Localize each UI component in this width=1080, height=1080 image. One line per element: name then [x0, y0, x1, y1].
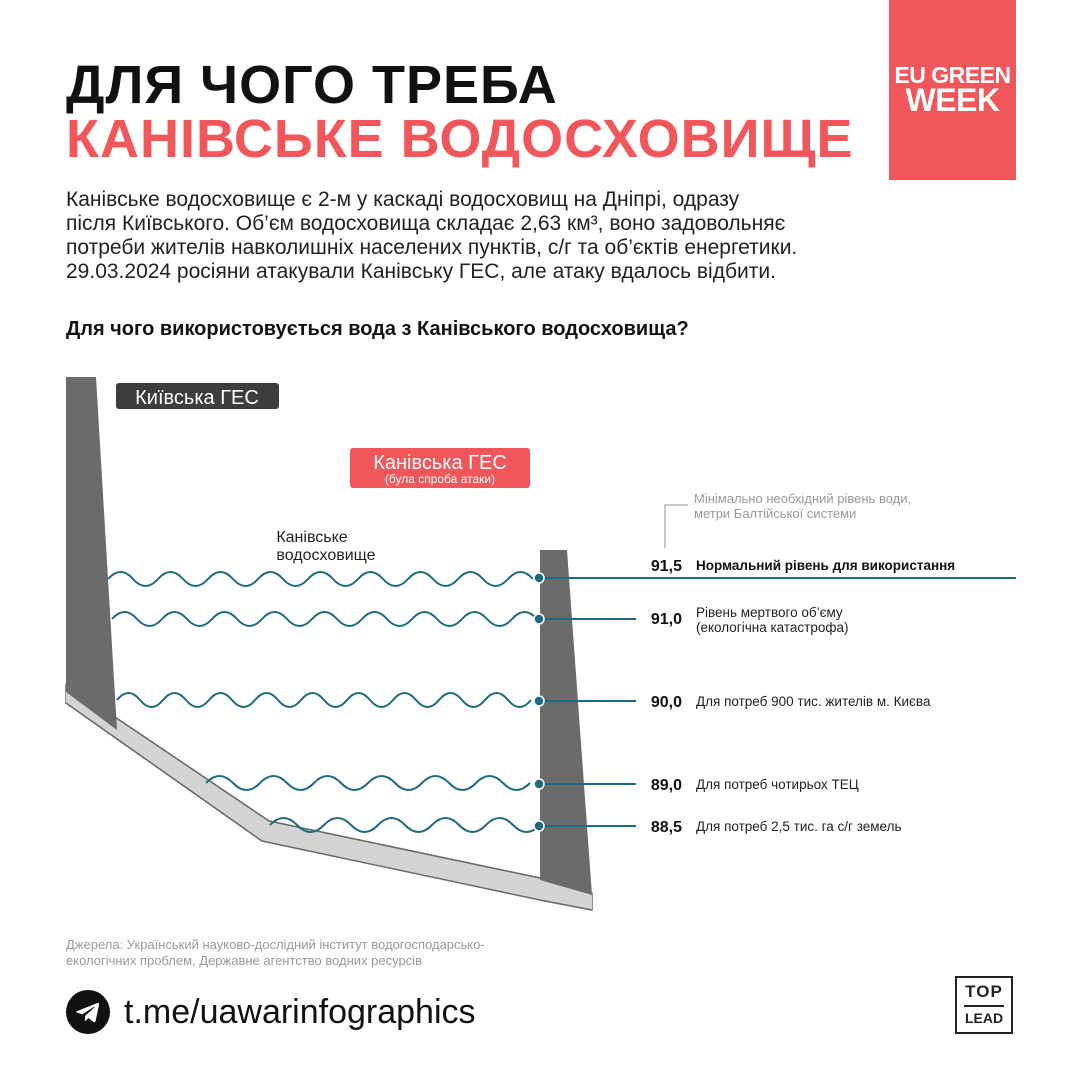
telegram-icon[interactable] [66, 990, 110, 1034]
level-dot [534, 696, 544, 706]
reservoir-bed-fill [66, 684, 592, 910]
water-waves [108, 572, 540, 832]
reservoir-label-line-1: Канівське [276, 529, 348, 546]
sources-line: екологічних проблем, Державне агентство водних ресурсів [66, 953, 423, 968]
logo-top: TOP [965, 982, 1003, 1001]
kyiv-hpp-label: Київська ГЕС [135, 387, 259, 409]
level-text-89-0: Для потреб чотирьох ТЕЦ [696, 777, 859, 792]
kyiv-dam [66, 377, 117, 730]
kaniv-hpp-label: Канівська ГЕС [373, 452, 507, 474]
intro-line: після Київського. Об’єм водосховища складає 2,63 км³, воно задовольняє [66, 212, 786, 235]
legend-line-1: Мінімально необхідний рівень води, [694, 491, 912, 506]
wave-level-89-0 [206, 776, 530, 790]
level-value-89-0: 89,0 [650, 777, 682, 794]
legend-line-2: метри Балтійської системи [694, 506, 857, 521]
level-dot [534, 573, 544, 583]
level-text-91-5: Нормальний рівень для використання [696, 558, 956, 573]
level-dot [534, 779, 544, 789]
level-value-90-0: 90,0 [650, 694, 682, 711]
telegram-link[interactable]: t.me/uawarinfographics [124, 993, 476, 1031]
wave-level-91-5 [108, 572, 533, 586]
level-value-88-5: 88,5 [650, 819, 682, 836]
intro-line: Канівське водосховище є 2-м у каскаді водосховищ на Дніпрі, одразу [66, 188, 740, 211]
legend-bracket [665, 505, 688, 548]
sources-line: Джерела: Український науково-дослідний інститут водогосподарсько- [66, 937, 485, 952]
reservoir-label-line-2: водосховище [276, 547, 376, 564]
top-lead-logo [955, 976, 1013, 1034]
kaniv-hpp-note: (була спроба атаки) [384, 472, 496, 486]
level-text-91-0: Рівень мертвого об’єму [696, 605, 843, 620]
level-dot [534, 821, 544, 831]
title-line-2: КАНІВСЬКЕ ВОДОСХОВИЩЕ [66, 109, 854, 169]
level-value-91-0: 91,0 [650, 611, 682, 628]
question-heading: Для чого використовується вода з Канівського водосховища? [66, 318, 689, 340]
intro-line: 29.03.2024 росіяни атакували Канівську ГЕС, але атаку вдалось відбити. [66, 260, 776, 283]
level-text-88-5: Для потреб 2,5 тис. га с/г земель [696, 819, 902, 834]
logo-divider [964, 1005, 1004, 1007]
intro-line: потреби жителів навколишніх населених пунктів, с/г та об’єктів енергетики. [66, 236, 798, 259]
badge-line-2: WEEK [905, 82, 1000, 118]
level-text-90-0: Для потреб 900 тис. жителів м. Києва [696, 694, 931, 709]
title-line-1: ДЛЯ ЧОГО ТРЕБА [66, 55, 558, 115]
level-text2-91-0: (екологічна катастрофа) [696, 620, 849, 635]
level-dot [534, 614, 544, 624]
badge-line-1: EU GREEN [894, 62, 1011, 88]
wave-level-90-0 [117, 693, 531, 707]
wave-level-91-0 [112, 612, 537, 626]
level-value-91-5: 91,5 [650, 558, 682, 575]
logo-bottom: LEAD [964, 1010, 1004, 1026]
sources [66, 937, 485, 969]
kaniv-dam [540, 550, 592, 895]
